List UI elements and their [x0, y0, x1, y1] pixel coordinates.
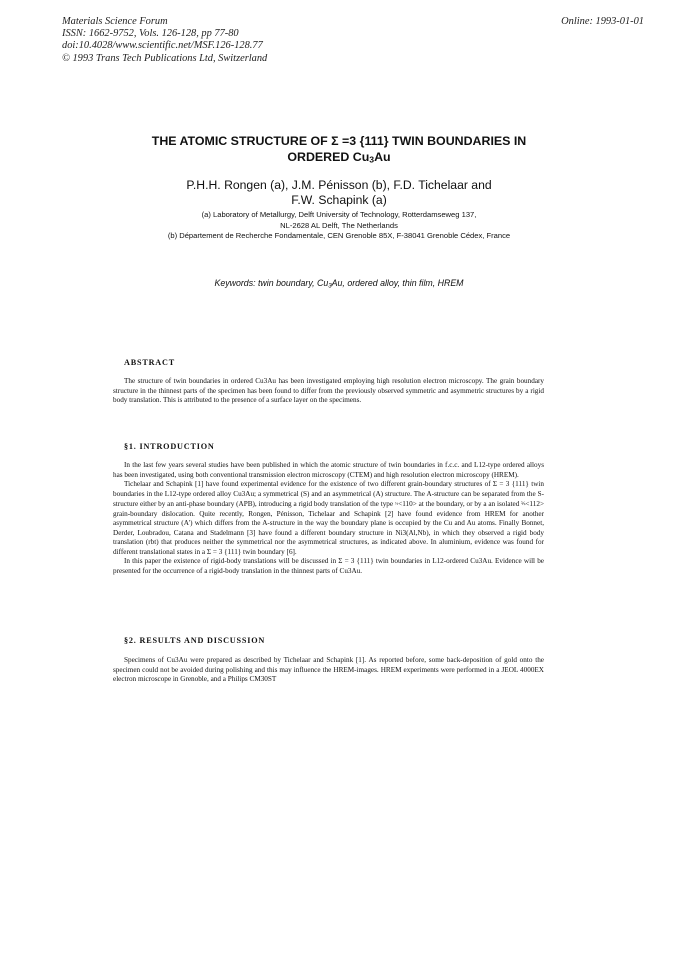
title-line-1: THE ATOMIC STRUCTURE OF Σ =3 {111} TWIN BOUNDARIES IN	[151, 134, 527, 148]
journal-doi[interactable]: doi:10.4028/www.scientific.net/MSF.126-128.77	[62, 40, 263, 52]
results-paragraph-1: Specimens of Cu3Au were prepared as described by Tichelaar and Schapink [1]. As reported before, some back-deposition of gold onto the specimen could not be avoided during polishing and this may influence the HREM-images. HREM experiments were performed in a JEOL 4000EX electron microscope in Grenoble, and a Philips CM30ST	[113, 656, 544, 683]
journal-name: Materials Science Forum	[62, 16, 168, 27]
journal-header	[62, 16, 267, 65]
introduction-text	[113, 461, 544, 576]
affiliation-b: (b) Département de Recherche Fondamentale, CEN Grenoble 85X, F-38041 Grenoble Cédex, France	[167, 231, 511, 241]
affiliations	[60, 210, 618, 242]
title-line-2: ORDERED $Cu_3Au$	[287, 150, 391, 165]
online-date: Online: 1993-01-01	[561, 16, 644, 27]
authors	[100, 178, 578, 208]
abstract-heading: ABSTRACT	[124, 358, 175, 367]
intro-paragraph-1: In the last few years several studies have been published in which the atomic structure of twin boundaries in f.c.c. and L12-type ordered alloys has been investigated, using both conventional transmission electron microscopy (CTEM) and high resolution electron microscopy (HREM).	[113, 461, 544, 479]
intro-paragraph-3: In this paper the existence of rigid-body translations will be discussed in Σ = 3 {111} twin boundaries in L12-ordered Cu3Au. Evidence will be presented for the occurrence of a rigid-body translation in the thinnest parts of Cu3Au.	[113, 557, 544, 575]
intro-paragraph-2: Tichelaar and Schapink [1] have found experimental evidence for the existence of two different grain-boundary structures of Σ = 3 {111} twin boundaries in the L12-type ordered alloy Cu3Au; a symmetrical (S) and an asymmetrical (A) structure. The A-structure can be separated from the S-structure either by an anti-phase boundary (APB), introducing a rigid body translation of the type ½<110> at the boundary, or by a an isolated ⅙<112> grain-boundary dislocation. Quite recently, Rongen, Pénisson, Tichelaar and Schapink [2] have found evidence from HREM for another asymmetrical structure (A') which differs from the A-structure in the way the boundary plane is occupied by the Cu and Au atoms. Finally Bonnet, Derder, Loubradou, Catana and Stadelmann [3] have found a different boundary structure in Ni3(Al,Nb), in which they observed a rigid body translation (rbt) that produces neither the symmetrical nor the asymmetrical structures, as indicated above. In aluminium, evidence was found for different translational states in a Σ = 3 {111} twin boundary [6].	[113, 480, 544, 556]
keywords: Keywords: twin boundary, $Cu_3Au$, ordered alloy, thin film, HREM	[214, 278, 464, 290]
results-heading: §2. RESULTS AND DISCUSSION	[124, 636, 266, 645]
abstract-text: The structure of twin boundaries in ordered Cu3Au has been investigated employing high resolution electron microscopy. The grain boundary structure in the thinnest parts of the specimen has been found to differ from the previously observed symmetric and asymmetric structures by a rigid body translation. This is attributed to the presence of a surface layer on the specimens.	[113, 377, 544, 404]
introduction-heading: §1. INTRODUCTION	[124, 442, 215, 451]
paper-title	[100, 133, 578, 165]
affiliation-a-line-1: (a) Laboratory of Metallurgy, Delft University of Technology, Rotterdamseweg 137,	[201, 210, 477, 219]
results-text	[113, 656, 544, 685]
authors-line-2: F.W. Schapink (a)	[291, 193, 387, 207]
journal-issn: ISSN: 1662-9752, Vols. 126-128, pp 77-80	[62, 28, 239, 40]
journal-copyright: © 1993 Trans Tech Publications Ltd, Switzerland	[62, 52, 268, 64]
affiliation-a-line-2: NL-2628 AL Delft, The Netherlands	[280, 220, 398, 230]
authors-line-1: P.H.H. Rongen (a), J.M. Pénisson (b), F.D. Tichelaar and	[186, 178, 492, 192]
